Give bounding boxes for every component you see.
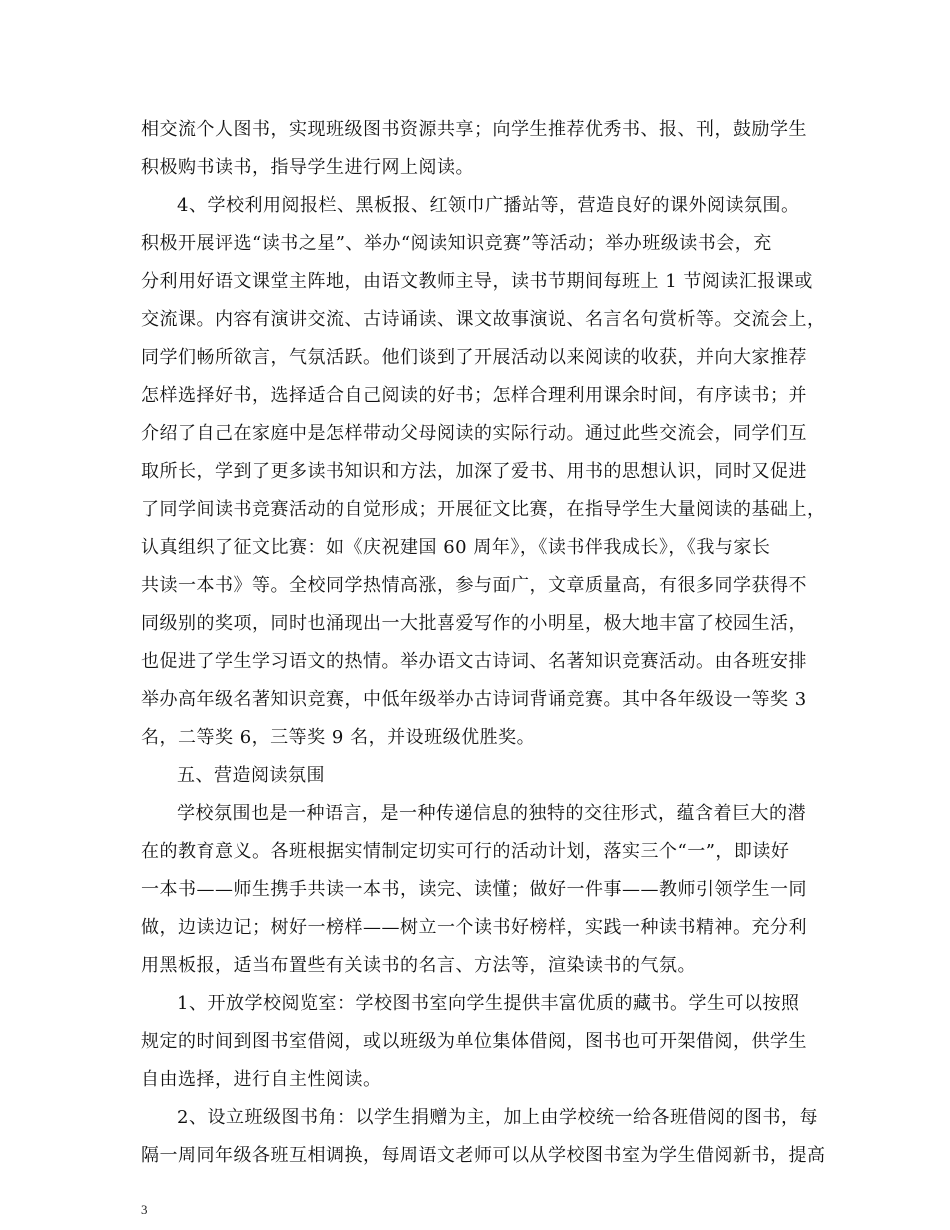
text-line: 在的教育意义。各班根据实情制定切实可行的活动计划，落实三个“一”，即读好 bbox=[141, 841, 790, 862]
text-line: 了同学间读书竞赛活动的自觉形成；开展征文比赛，在指导学生大量阅读的基础上， bbox=[141, 499, 826, 520]
text-line: 共读一本书》等。全校同学热情高涨，参与面广，文章质量高，有很多同学获得不 bbox=[141, 575, 807, 596]
page-number: 3 bbox=[141, 1202, 148, 1217]
text-line: 积极购书读书，指导学生进行网上阅读。 bbox=[141, 157, 474, 178]
text-line: 怎样选择好书，选择适合自己阅读的好书；怎样合理利用课余时间，有序读书；并 bbox=[141, 385, 807, 406]
text-line: 介绍了自己在家庭中是怎样带动父母阅读的实际行动。通过此些交流会，同学们互 bbox=[141, 423, 807, 444]
text-line: 认真组织了征文比赛：如《庆祝建国 60 周年》，《读书伴我成长》，《我与家长 bbox=[141, 537, 771, 558]
text-line: 名，二等奖 6，三等奖 9 名，并设班级优胜奖。 bbox=[141, 727, 536, 748]
text-line: 隔一周同年级各班互相调换，每周语文老师可以从学校图书室为学生借阅新书，提高 bbox=[141, 1145, 826, 1166]
text-line: 同学们畅所欲言，气氛活跃。他们谈到了开展活动以来阅读的收获，并向大家推荐 bbox=[141, 347, 807, 368]
text-line: 同级别的奖项，同时也涌现出一大批喜爱写作的小明星，极大地丰富了校园生活， bbox=[141, 613, 807, 634]
text-line: 一本书——师生携手共读一本书，读完、读懂；做好一件事——教师引领学生一同 bbox=[141, 879, 807, 900]
text-line: 交流课。内容有演讲交流、古诗诵读、课文故事演说、名言名句赏析等。交流会上， bbox=[141, 309, 826, 330]
text-line: 规定的时间到图书室借阅，或以班级为单位集体借阅，图书也可开架借阅，供学生 bbox=[141, 1031, 807, 1052]
text-line: 相交流个人图书，实现班级图书资源共享；向学生推荐优秀书、报、刊，鼓励学生 bbox=[141, 119, 807, 140]
text-line: 自由选择，进行自主性阅读。 bbox=[141, 1069, 382, 1090]
text-line: 积极开展评选“读书之星”、举办“阅读知识竞赛”等活动；举办班级读书会，充 bbox=[141, 233, 772, 254]
text-line: 分利用好语文课堂主阵地，由语文教师主导，读书节期间每班上 1 节阅读汇报课或 bbox=[141, 271, 813, 292]
text-line: 做，边读边记；树好一榜样——树立一个读书好榜样，实践一种读书精神。充分利 bbox=[141, 917, 807, 938]
text-line: 也促进了学生学习语文的热情。举办语文古诗词、名著知识竞赛活动。由各班安排 bbox=[141, 651, 807, 672]
text-line: 取所长，学到了更多读书知识和方法，加深了爱书、用书的思想认识，同时又促进 bbox=[141, 461, 807, 482]
text-line: 2、设立班级图书角：以学生捐赠为主，加上由学校统一给各班借阅的图书，每 bbox=[177, 1107, 818, 1128]
text-line: 举办高年级名著知识竞赛，中低年级举办古诗词背诵竞赛。其中各年级设一等奖 3 bbox=[141, 689, 807, 710]
text-line: 用黑板报，适当布置些有关读书的名言、方法等，渲染读书的气氛。 bbox=[141, 955, 696, 976]
text-line: 学校氛围也是一种语言，是一种传递信息的独特的交往形式，蕴含着巨大的潜 bbox=[177, 803, 806, 824]
text-line: 4、学校利用阅报栏、黑板报、红领巾广播站等，营造良好的课外阅读氛围。 bbox=[177, 195, 800, 216]
text-line: 1、开放学校阅览室：学校图书室向学生提供丰富优质的藏书。学生可以按照 bbox=[177, 993, 800, 1014]
section-heading: 五、营造阅读氛围 bbox=[177, 765, 325, 786]
